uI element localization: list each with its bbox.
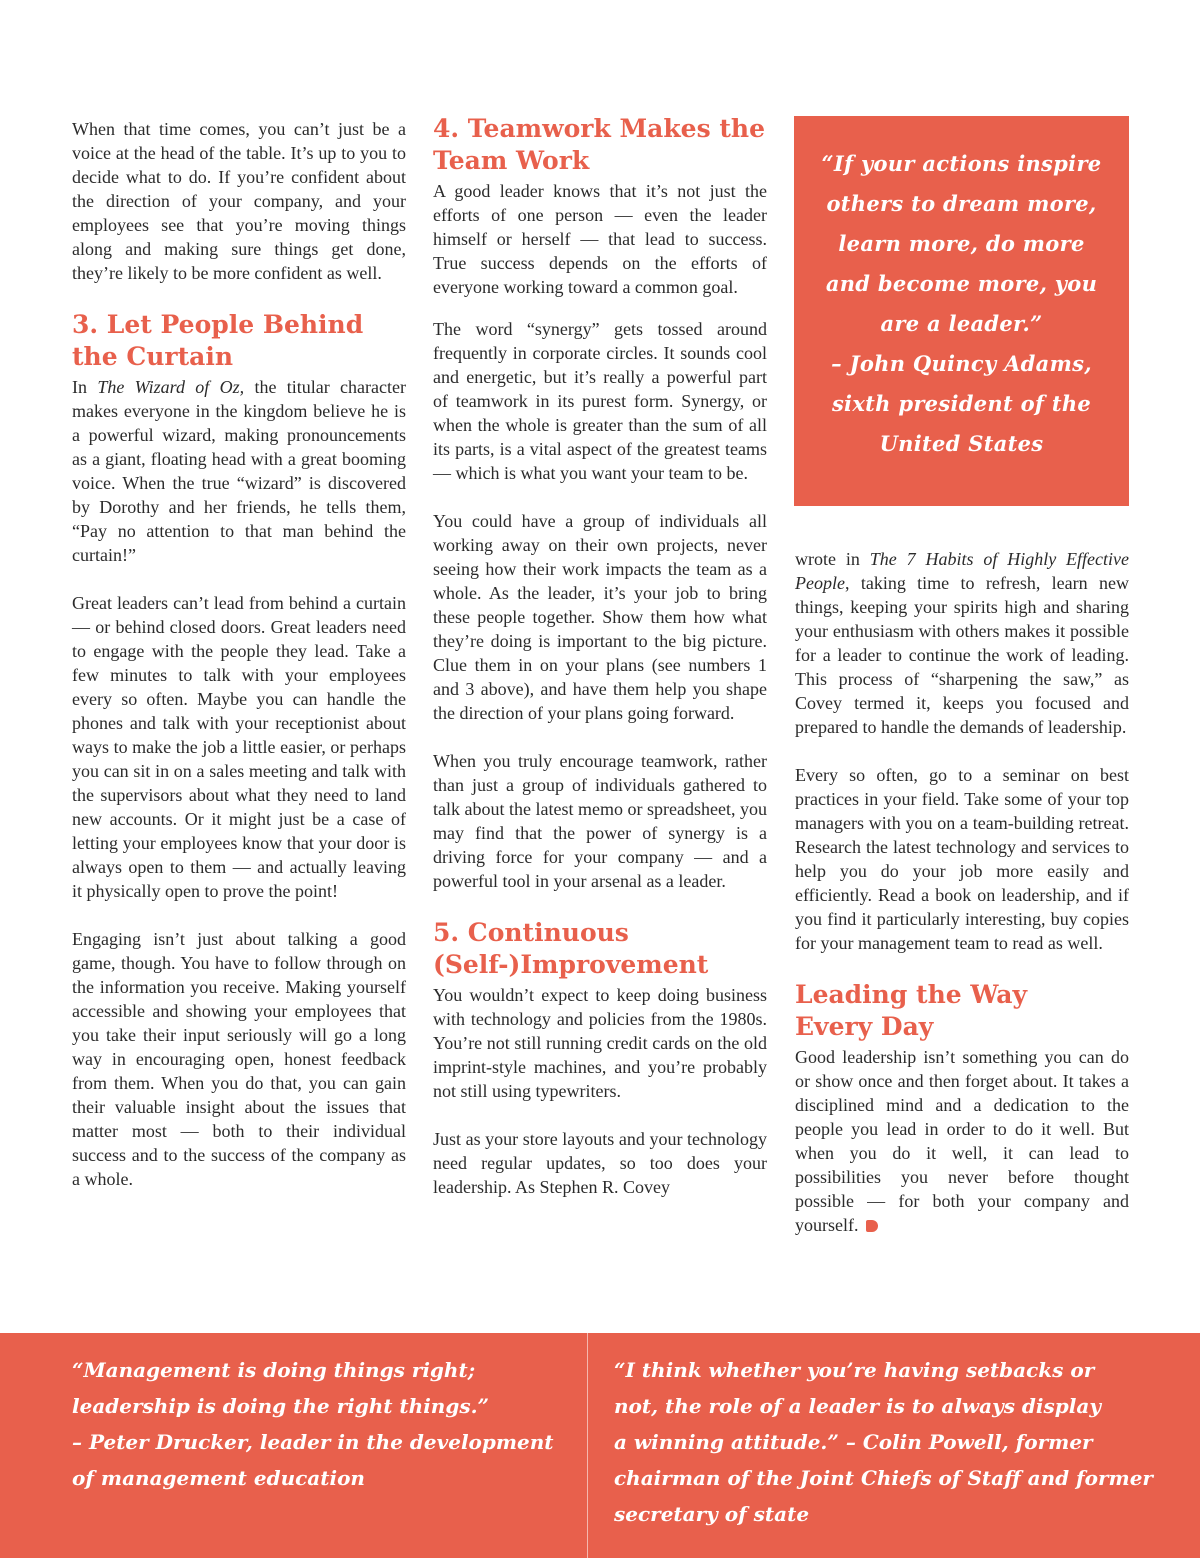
covey-p1-post: , taking time to refresh, learn new things, keeping your spirits high and sharing your enthusiasm with others makes it possible for a leader to continue the work of leading. This process of “sharpening the saw,” as Covey termed it, keeps you focused and prepared to handle the demands of leadership. — [795, 573, 1129, 737]
footer-quote-line: not, the role of a leader is to always display — [614, 1394, 1101, 1418]
covey-paragraph — [795, 547, 1129, 739]
footer-quotes-band — [0, 1333, 1200, 1558]
pull-quote-attribution: sixth president of the — [831, 391, 1092, 416]
seminar-paragraph: Every so often, go to a seminar on best practices in your field. Take some of your top managers with you on a team-building retreat. Research the latest technology and services to help you do your job more easily and efficiently. Read a book on leadership, and if you find it particularly interesting, buy copies for your management team to read as well. — [795, 765, 1129, 953]
column-right — [795, 547, 1129, 1237]
leading-paragraph — [795, 1045, 1129, 1237]
section-4-paragraph-4: When you truly encourage teamwork, rather than just a group of individuals gathered to talk about the latest memo or spreadsheet, you may find that the power of synergy is a driving force for your company — and a powerful tool in your arsenal as a leader. — [433, 751, 767, 891]
leading-heading-line2: Every Day — [795, 1012, 934, 1041]
book-title-7-habits: The 7 Habits of Highly Effective People — [795, 549, 1130, 593]
pull-quote-line: learn more, do more — [838, 231, 1085, 256]
section-3-heading-line1: 3. Let People Behind — [72, 310, 364, 339]
pull-quote-line: “If your actions inspire — [821, 151, 1102, 176]
footer-quote-attribution: secretary of state — [614, 1502, 810, 1526]
section-3-paragraph-1 — [72, 375, 406, 567]
footer-quote-line: a winning attitude.” – Colin Powell, former — [614, 1430, 1093, 1454]
section-4-heading — [433, 113, 767, 177]
footer-quote-drucker — [72, 1352, 572, 1496]
footer-quote-line: “Management is doing things right; — [72, 1358, 476, 1382]
section-3-paragraph-3: Engaging isn’t just about talking a good game, though. You have to follow through on the information you receive. Making yourself accessible and showing your employees that you take their input seriously will go a long way in encouraging open, honest feedback from them. When you do that, you can gain their valuable insight about the issues that matter most — both to their individual success and to the success of the company as a whole. — [72, 929, 406, 1189]
end-of-article-icon — [866, 1220, 878, 1232]
footer-quote-line: “I think whether you’re having setbacks or — [614, 1358, 1095, 1382]
section-5-paragraph-2: Just as your store layouts and your technology need regular updates, so too does your leadership. As Stephen R. Covey — [433, 1129, 767, 1197]
footer-quote-attribution: of management education — [72, 1466, 365, 1490]
leading-heading — [795, 979, 1129, 1043]
column-left — [72, 117, 406, 1191]
pull-quote-attribution: United States — [879, 431, 1044, 456]
section-5-heading — [433, 917, 767, 981]
section-3-paragraph-2: Great leaders can’t lead from behind a curtain — or behind closed doors. Great leaders need to engage with the people they lead. Take a few minutes to talk with your employees every so often. Maybe you can handle the phones and talk with your receptionist about ways to make the job a little easier, or perhaps you can sit in on a sales meeting and talk with the supervisors about what they need to land new accounts. Or it might just be a case of letting your employees know that your door is always open to them — and actually leaving it physically open to prove the point! — [72, 593, 406, 901]
section-5-heading-line2: (Self-)Improvement — [433, 950, 709, 979]
column-middle — [433, 113, 767, 1199]
section-3-heading — [72, 309, 406, 373]
section-3-p1-post: the titular character makes everyone in the kingdom believe he is a powerful wizard, making pronouncements as a giant, floating head with a great booming voice. When the true “wizard” is discovered by Dorothy and her friends, he tells them, “Pay no attention to that man behind the curtain!” — [72, 377, 406, 565]
section-3-p1-pre: In — [72, 377, 98, 397]
section-4-heading-line2: Team Work — [433, 146, 590, 175]
footer-quote-attribution: – Peter Drucker, leader in the development — [72, 1430, 554, 1454]
footer-quote-line: leadership is doing the right things.” — [72, 1394, 490, 1418]
section-4-paragraph-2: The word “synergy” gets tossed around frequently in corporate circles. It sounds cool and energetic, but it’s really a powerful part of teamwork in its purest form. Synergy, or when the whole is greater than the sum of all its parts, is a vital aspect of the greatest teams — which is what you want your team to be. — [433, 319, 767, 483]
book-title-wizard-of-oz: The Wizard of Oz, — [97, 377, 245, 397]
leading-heading-line1: Leading the Way — [795, 980, 1027, 1009]
pull-quote-line: are a leader.” — [880, 311, 1043, 336]
leading-paragraph-text: Good leadership isn’t something you can do or show once and then forget about. It takes a disciplined mind and a dedication to the people you lead in order to do it well. But when you do it well, it can lead to possibilities you never before thought possible — for both your company and yourself. — [795, 1047, 1129, 1235]
footer-quote-powell — [614, 1352, 1154, 1532]
section-4-heading-line1: 4. Teamwork Makes the — [433, 114, 765, 143]
pull-quote-attribution: – John Quincy Adams, — [831, 351, 1092, 376]
section-4-paragraph-3: You could have a group of individuals all working away on their own projects, never seeing how their work impacts the team as a whole. As the leader, it’s your job to bring these people together. Show them how what they’re doing is important to the big picture. Clue them in on your plans (see numbers 1 and 3 above), and have them help you shape the direction of your plans going forward. — [433, 511, 767, 723]
pull-quote-line: others to dream more, — [826, 191, 1097, 216]
footer-divider — [587, 1333, 588, 1558]
footer-quote-attribution: chairman of the Joint Chiefs of Staff and former — [614, 1466, 1153, 1490]
pull-quote-line: and become more, you — [825, 271, 1098, 296]
section-4-paragraph-1: A good leader knows that it’s not just the efforts of one person — even the leader himself or herself — that lead to success. True success depends on the efforts of everyone working toward a common goal. — [433, 181, 767, 297]
pull-quote-box — [794, 116, 1129, 506]
intro-paragraph: When that time comes, you can’t just be a voice at the head of the table. It’s up to you to decide what to do. If you’re confident about the direction of your company, and your employees see that you’re moving things along and making sure things get done, they’re likely to be more confident as well. — [72, 119, 406, 283]
covey-p1-pre: wrote in — [795, 549, 870, 569]
section-3-heading-line2: the Curtain — [72, 342, 233, 371]
section-5-paragraph-1: You wouldn’t expect to keep doing business with technology and policies from the 1980s. You’re not still running credit cards on the old imprint-style machines, and you’re probably not still using typewriters. — [433, 985, 767, 1101]
section-5-heading-line1: 5. Continuous — [433, 918, 629, 947]
